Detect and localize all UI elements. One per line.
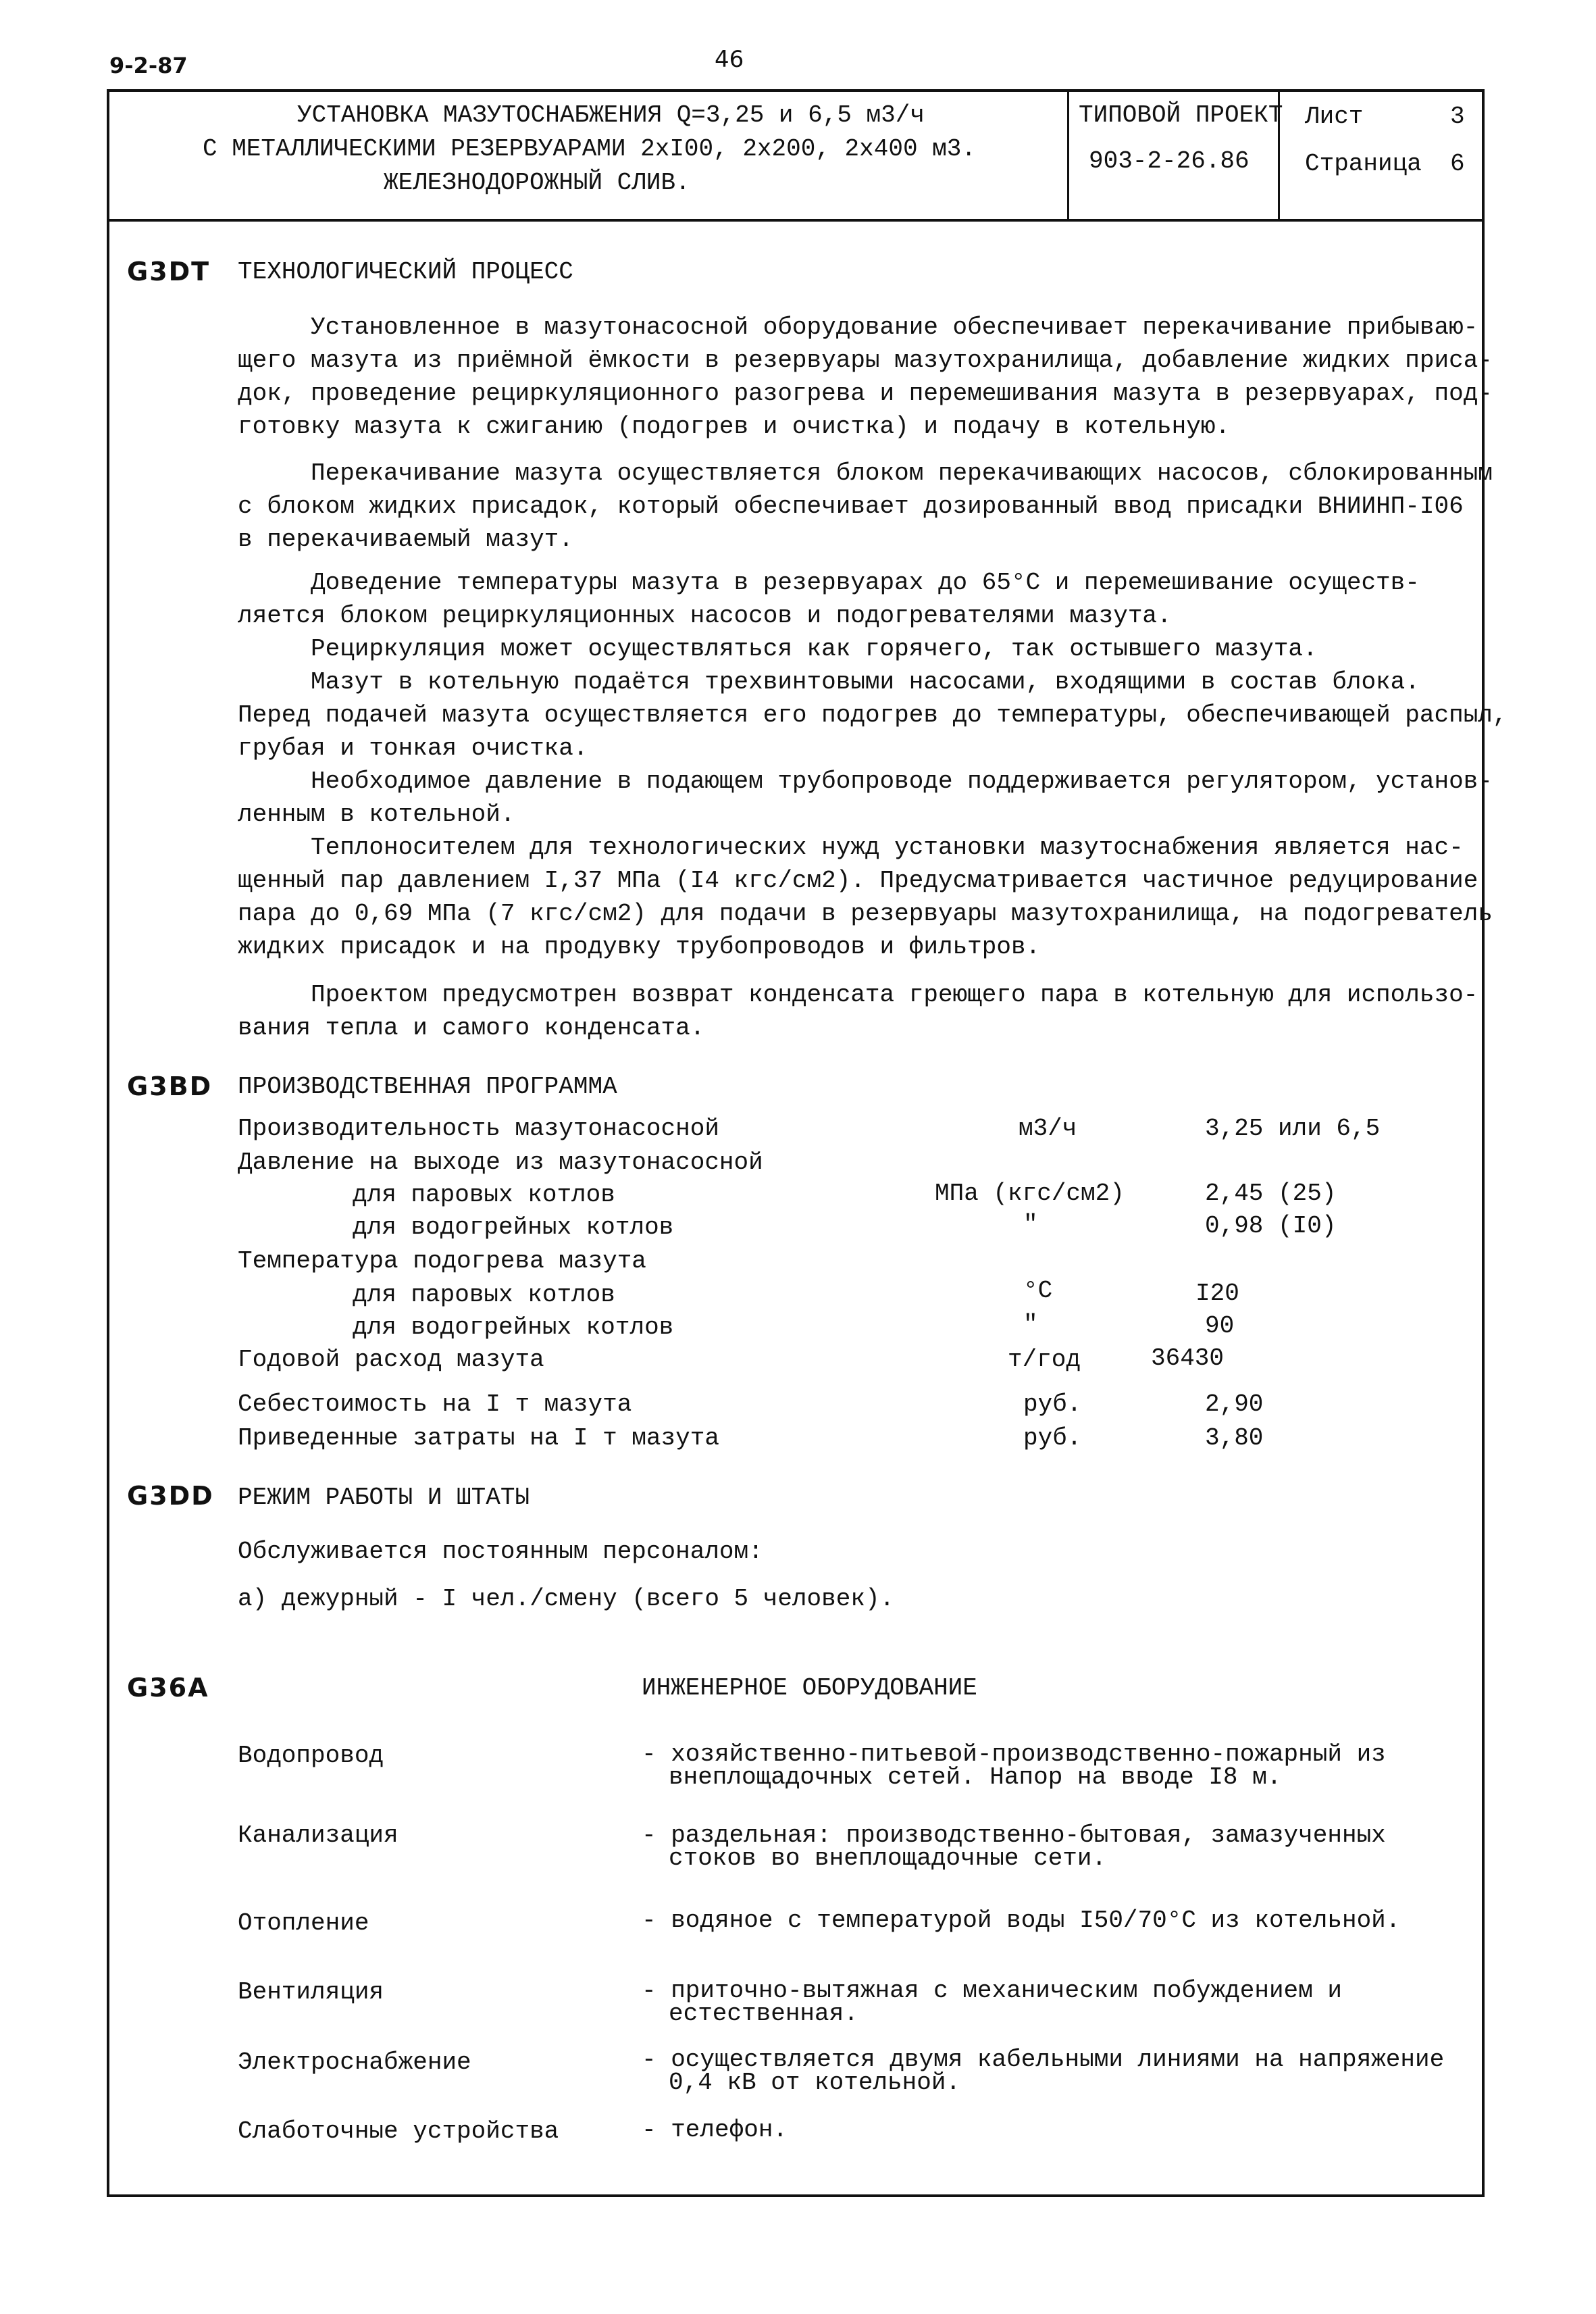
engineering-label: Слаботочные устройства	[238, 2117, 559, 2145]
program-row-unit: МПа (кгс/см2)	[935, 1180, 1125, 1207]
text-line: Мазут в котельную подаётся трехвинтовыми насосами, входящими в состав блока.	[311, 668, 1420, 696]
text-line: готовку мазута к сжиганию (подогрев и очистка) и подачу в котельную.	[238, 413, 1231, 441]
engineering-text: внеплощадочных сетей. Напор на вводе I8 м.	[669, 1763, 1282, 1791]
program-row-unit: °С	[1023, 1277, 1053, 1305]
text-line: Доведение температуры мазута в резервуарах до 65°С и перемешивание осуществ-	[311, 569, 1420, 597]
program-row-label: для водогрейных котлов	[353, 1213, 674, 1241]
program-row-unit: "	[1023, 1211, 1038, 1238]
header-column-divider-1	[1067, 89, 1069, 220]
engineering-label: Вентиляция	[238, 1978, 384, 2006]
text-line: жидких присадок и на продувку трубопроводов и фильтров.	[238, 933, 1041, 961]
program-row-value: 36430	[1151, 1344, 1225, 1372]
program-row-label: Себестоимость на I т мазута	[238, 1390, 632, 1418]
engineering-text: - раздельная: производственно-бытовая, замазученных	[642, 1821, 1386, 1849]
sheet-value: 3	[1450, 103, 1465, 130]
engineering-text: естественная.	[669, 2000, 858, 2028]
engineering-text: - приточно-вытяжная с механическим побуждением и	[642, 1977, 1342, 2005]
section-code-program: G3BD	[127, 1072, 213, 1101]
tech-paragraph-1	[238, 311, 1493, 443]
document-code: 9-2-87	[109, 53, 188, 78]
engineering-text: - осуществляется двумя кабельными линиями на напряжение	[642, 2046, 1445, 2073]
program-row-label: для паровых котлов	[353, 1281, 615, 1309]
text-line: грубая и тонкая очистка.	[238, 734, 588, 762]
program-row-value: 2,90	[1205, 1390, 1264, 1418]
engineering-label: Электроснабжение	[238, 2048, 471, 2076]
title-line-2: С МЕТАЛЛИЧЕСКИМИ РЕЗЕРВУАРАМИ 2хI00, 2х200, 2х400 м3.	[203, 135, 976, 163]
text-line: с блоком жидких присадок, который обеспечивает дозированный ввод присадки ВНИИНП-I06	[238, 493, 1464, 520]
program-row-label: Давление на выходе из мазутонасосной	[238, 1149, 763, 1176]
section-title-program: ПРОИЗВОДСТВЕННАЯ ПРОГРАММА	[238, 1073, 617, 1101]
page-number: 46	[715, 46, 744, 73]
program-row-unit: руб.	[1023, 1390, 1082, 1418]
program-row-label: Температура подогрева мазута	[238, 1247, 646, 1275]
program-row-value: 3,80	[1205, 1424, 1264, 1452]
text-line: ляется блоком рециркуляционных насосов и подогревателями мазута.	[238, 602, 1172, 630]
program-row-unit: т/год	[1008, 1346, 1081, 1374]
program-row-value: 3,25 или 6,5	[1205, 1115, 1381, 1142]
text-line: щего мазута из приёмной ёмкости в резервуары мазутохранилища, добавление жидких приса-	[238, 347, 1493, 374]
tech-paragraph-4	[238, 978, 1478, 1045]
section-title-tech: ТЕХНОЛОГИЧЕСКИЙ ПРОЦЕСС	[238, 258, 573, 286]
page-label: Страница	[1305, 150, 1422, 178]
staff-line: Обслуживается постоянным персоналом:	[238, 1538, 763, 1565]
title-line-1: УСТАНОВКА МАЗУТОСНАБЖЕНИЯ Q=3,25 и 6,5 м3/ч	[297, 101, 925, 129]
section-code-tech: G3DT	[127, 257, 211, 286]
text-line: пара до 0,69 МПа (7 кгс/см2) для подачи в резервуары мазутохранилища, на подогреватель	[238, 900, 1493, 928]
page-value: 6	[1450, 150, 1465, 178]
program-row-label: Приведенные затраты на I т мазута	[238, 1424, 719, 1452]
text-line: ленным в котельной.	[238, 801, 515, 828]
engineering-label: Водопровод	[238, 1742, 384, 1769]
text-line: Проектом предусмотрен возврат конденсата греющего пара в котельную для использо-	[311, 981, 1478, 1009]
text-line: Перекачивание мазута осуществляется блоком перекачивающих насосов, сблокированным	[311, 459, 1493, 487]
engineering-text: стоков во внеплощадочные сети.	[669, 1844, 1107, 1872]
section-title-staff: РЕЖИМ РАБОТЫ И ШТАТЫ	[238, 1484, 530, 1511]
text-line: Необходимое давление в подающем трубопроводе поддерживается регулятором, установ-	[311, 768, 1493, 795]
section-title-engineering: ИНЖЕНЕРНОЕ ОБОРУДОВАНИЕ	[642, 1674, 977, 1702]
staff-line: а) дежурный - I чел./смену (всего 5 человек).	[238, 1585, 895, 1613]
program-row-label: Производительность мазутонасосной	[238, 1115, 719, 1142]
text-line: вания тепла и самого конденсата.	[238, 1014, 705, 1042]
engineering-text: - водяное с температурой воды I50/70°С из котельной.	[642, 1907, 1401, 1934]
engineering-text: 0,4 кВ от котельной.	[669, 2069, 961, 2096]
program-row-unit: "	[1023, 1311, 1038, 1338]
program-row-label: для водогрейных котлов	[353, 1313, 674, 1341]
program-row-label: Годовой расход мазута	[238, 1346, 544, 1374]
project-number: 903-2-26.86	[1089, 147, 1250, 175]
engineering-text: - хозяйственно-питьевой-производственно-пожарный из	[642, 1740, 1386, 1768]
program-row-value: 2,45 (25)	[1205, 1180, 1337, 1207]
program-row-unit: руб.	[1023, 1424, 1082, 1452]
tech-paragraph-2	[238, 457, 1493, 556]
text-line: Теплоносителем для технологических нужд установки мазутоснабжения является нас-	[311, 834, 1464, 861]
program-row-label: для паровых котлов	[353, 1181, 615, 1209]
text-line: в перекачиваемый мазут.	[238, 526, 573, 553]
text-line: Перед подачей мазута осуществляется его подогрев до температуры, обеспечивающей распыл,	[238, 701, 1508, 729]
engineering-label: Канализация	[238, 1821, 398, 1849]
program-row-unit: м3/ч	[1019, 1115, 1077, 1142]
section-code-engineering: G36A	[127, 1673, 209, 1703]
text-line: Рециркуляция может осуществляться как горячего, так остывшего мазута.	[311, 635, 1318, 663]
title-line-3: ЖЕЛЕЗНОДОРОЖНЫЙ СЛИВ.	[384, 169, 690, 197]
text-line: щенный пар давлением I,37 МПа (I4 кгс/см2). Предусматривается частичное редуцирование	[238, 867, 1478, 895]
text-line: Установленное в мазутонасосной оборудование обеспечивает перекачивание прибываю-	[311, 313, 1478, 341]
text-line: док, проведение рециркуляционного разогрева и перемешивания мазута в резервуарах, под-	[238, 380, 1493, 407]
program-row-value: 90	[1205, 1312, 1235, 1340]
project-label: ТИПОВОЙ ПРОЕКТ	[1079, 101, 1283, 129]
program-row-value: I20	[1195, 1280, 1239, 1307]
tech-paragraph-3	[238, 566, 1508, 963]
engineering-label: Отопление	[238, 1909, 369, 1937]
engineering-text: - телефон.	[642, 2116, 788, 2144]
program-row-value: 0,98 (I0)	[1205, 1212, 1337, 1240]
section-code-staff: G3DD	[127, 1481, 214, 1511]
sheet-label: Лист	[1305, 103, 1364, 130]
